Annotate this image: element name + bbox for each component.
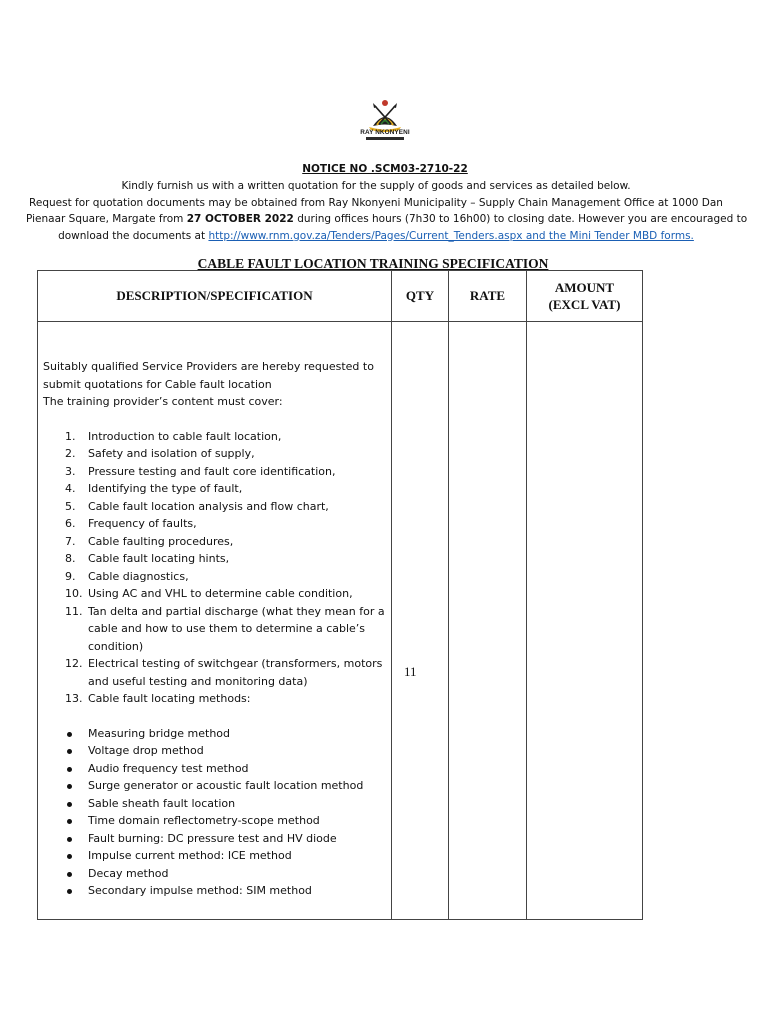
- item-text: Safety and isolation of supply,: [88, 447, 255, 460]
- numbered-content-list: [43, 428, 387, 708]
- intro-line-3-end: during offices hours (7h30 to 16h00) to closing date. However you are encouraged to: [293, 213, 748, 225]
- bullet-icon: [67, 872, 72, 877]
- bullet-text: Secondary impulse method: SIM method: [88, 884, 312, 897]
- item-text: Cable fault locating hints,: [88, 552, 230, 565]
- list-item: [43, 463, 387, 481]
- list-item: [43, 568, 387, 586]
- item-text: Cable fault locating methods:: [88, 692, 251, 705]
- bullet-text: Surge generator or acoustic fault location method: [88, 779, 364, 792]
- bullet-text: Impulse current method: ICE method: [88, 849, 292, 862]
- bullet-text: Decay method: [88, 866, 169, 880]
- intro-line-2: Request for quotation documents may be obtained from Ray Nkonyeni Municipality – Supply Chain Management Office at 1000 Dan: [29, 196, 723, 209]
- item-number: 12.: [65, 657, 83, 670]
- item-number: 2.: [65, 447, 76, 460]
- item-number: 13.: [65, 692, 83, 705]
- list-item: [43, 428, 387, 446]
- tenders-link[interactable]: http://www.rnm.gov.za/Tenders/Pages/Current_Tenders.aspx and the Mini Tender MBD forms.: [208, 229, 694, 242]
- header-amount-line1: AMOUNT: [554, 280, 615, 295]
- item-text: Cable diagnostics,: [88, 569, 189, 583]
- header-amount: [527, 271, 643, 322]
- desc-intro-line: Suitably qualified Service Providers are hereby requested to: [43, 360, 374, 373]
- bullet-item: [43, 795, 387, 813]
- bullet-icon: [67, 802, 72, 807]
- item-number: 10.: [65, 587, 83, 600]
- bullet-text: Time domain reflectometry-scope method: [88, 814, 320, 827]
- bullet-icon: [67, 854, 72, 859]
- desc-intro-line: submit quotations for Cable fault location: [43, 377, 272, 391]
- list-item: [43, 480, 387, 498]
- bullet-icon: [67, 889, 72, 894]
- closing-date-start: 27 OCTOBER 2022: [186, 213, 294, 225]
- amount-cell: [527, 322, 643, 920]
- spec-title: CABLE FAULT LOCATION TRAINING SPECIFICATION: [197, 256, 549, 271]
- bullet-icon: [67, 732, 72, 737]
- item-text: Introduction to cable fault location,: [88, 429, 282, 443]
- bullet-text: Voltage drop method: [88, 744, 204, 757]
- intro-text: [43, 358, 387, 411]
- table-row: [38, 322, 643, 920]
- logo-underline-bar: [366, 137, 404, 140]
- item-text: Identifying the type of fault,: [88, 482, 243, 495]
- item-text: Pressure testing and fault core identification,: [88, 464, 336, 478]
- item-text: Electrical testing of switchgear (transformers, motors and useful testing and monitoring data): [88, 657, 383, 688]
- description-cell: [38, 322, 392, 920]
- notice-number: NOTICE NO .SCM03-2710-22: [302, 163, 468, 175]
- intro-line-3-start: Pienaar Square, Margate from: [26, 213, 187, 225]
- bullet-icon: [67, 749, 72, 754]
- item-text: Using AC and VHL to determine cable condition,: [88, 587, 353, 600]
- bullet-icon: [67, 767, 72, 772]
- intro-line-1: Kindly furnish us with a written quotation for the supply of goods and services as detailed below.: [121, 180, 631, 192]
- list-item: [43, 585, 387, 603]
- bullet-item: [43, 725, 387, 743]
- bullet-icon: [67, 837, 72, 842]
- qty-cell: [392, 322, 449, 920]
- item-number: 1.: [65, 429, 76, 443]
- bullet-text: Measuring bridge method: [88, 726, 231, 740]
- bullet-item: [43, 742, 387, 760]
- item-number: 3.: [65, 464, 76, 478]
- header-qty: QTY: [392, 271, 449, 322]
- item-text: Tan delta and partial discharge (what they mean for a cable and how to use them to determine a cable’s condition): [88, 604, 385, 653]
- intro-line-3: [26, 211, 748, 228]
- intro-line-4-start: download the documents at: [58, 229, 209, 242]
- table-header-row: [38, 271, 643, 322]
- bullet-icon: [67, 819, 72, 824]
- list-item: [43, 515, 387, 533]
- intro-paragraph: [26, 178, 748, 244]
- header-rate: RATE: [449, 271, 527, 322]
- qty-value: 11: [404, 664, 417, 679]
- list-item: [43, 498, 387, 516]
- header-description: DESCRIPTION/SPECIFICATION: [38, 271, 392, 322]
- list-item: [43, 690, 387, 708]
- bullet-item: [43, 812, 387, 830]
- bullet-item: [43, 760, 387, 778]
- item-text: Frequency of faults,: [88, 517, 197, 530]
- item-text: Cable fault location analysis and flow chart,: [88, 499, 329, 513]
- header-amount-line2: (EXCL VAT): [548, 297, 621, 312]
- bullet-item: [43, 865, 387, 883]
- list-item: [43, 533, 387, 551]
- bullet-item: [43, 882, 387, 900]
- intro-line-4: [26, 228, 726, 245]
- bullet-item: [43, 777, 387, 795]
- bullet-item: [43, 847, 387, 865]
- item-number: 8.: [65, 552, 76, 565]
- logo-text: RAY NKONYENI: [360, 129, 410, 136]
- item-number: 11.: [65, 604, 83, 618]
- list-item: [43, 550, 387, 568]
- methods-bullet-list: [43, 725, 387, 900]
- rate-cell: [449, 322, 527, 920]
- bullet-text: Fault burning: DC pressure test and HV diode: [88, 831, 337, 845]
- list-item: [43, 655, 387, 690]
- bullet-item: [43, 830, 387, 848]
- item-number: 9.: [65, 569, 76, 583]
- item-number: 7.: [65, 534, 76, 548]
- item-number: 5.: [65, 499, 76, 513]
- bullet-text: Audio frequency test method: [88, 761, 249, 775]
- list-item: [43, 445, 387, 463]
- item-text: Cable faulting procedures,: [88, 534, 234, 548]
- bullet-icon: [67, 784, 72, 789]
- item-number: 4.: [65, 482, 76, 495]
- bullet-text: Sable sheath fault location: [88, 796, 236, 810]
- specification-table: [37, 270, 643, 920]
- item-number: 6.: [65, 517, 76, 530]
- list-item: [43, 603, 387, 656]
- desc-intro-line: The training provider’s content must cover:: [43, 395, 283, 408]
